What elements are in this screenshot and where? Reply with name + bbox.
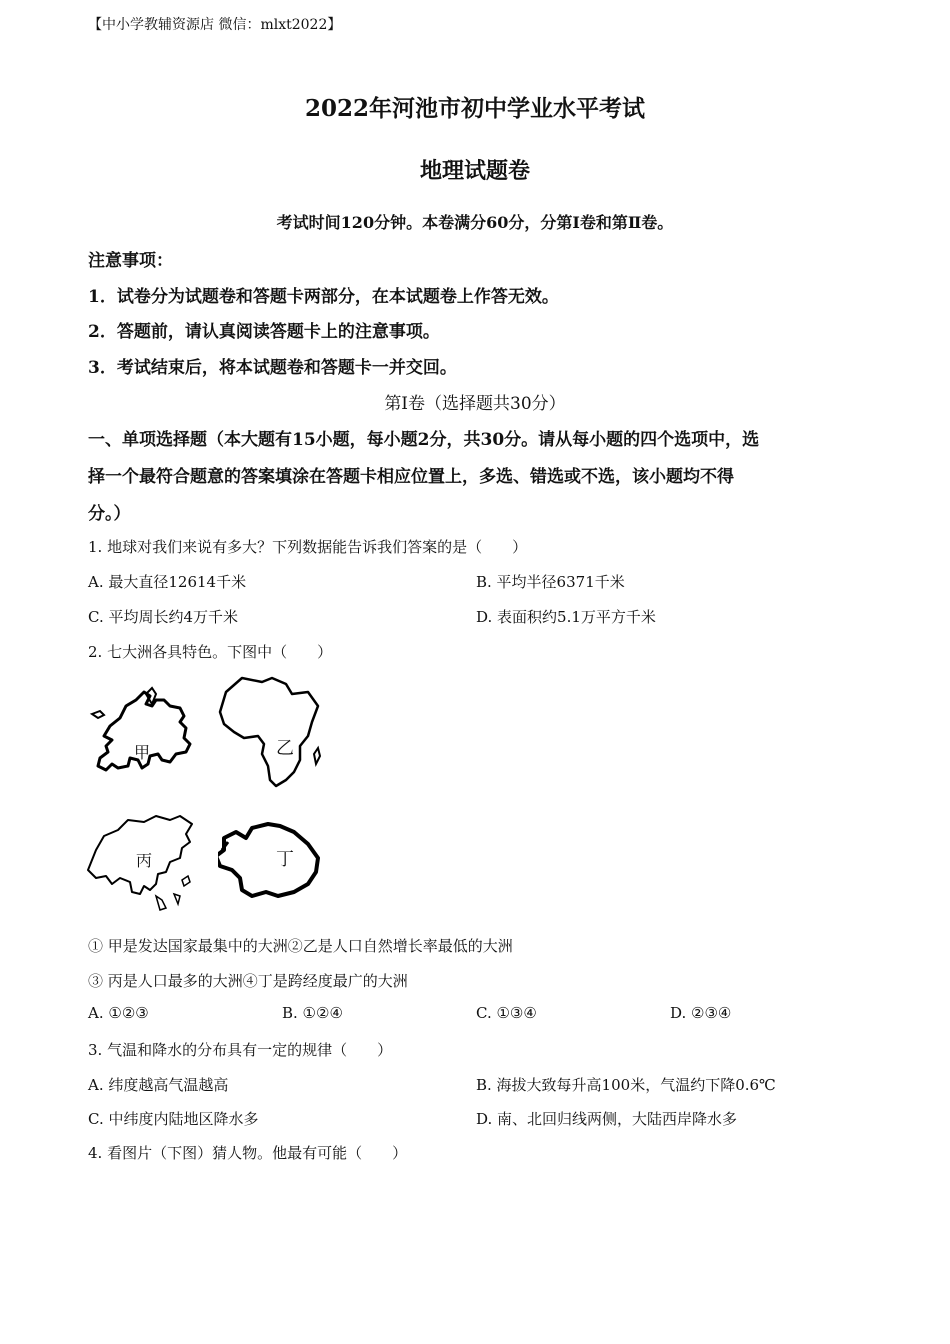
q2-statement: ① 甲是发达国家最集中的大洲②乙是人口自然增长率最低的大洲 [88, 937, 513, 955]
q2-option-a: A. ①②③ [88, 1004, 149, 1022]
continent-maps [86, 670, 336, 915]
header-note: 【中小学教辅资源店 微信：mlxt2022】 [88, 17, 342, 33]
paper-subtitle: 地理试题卷 [419, 158, 530, 184]
q1-option-a: A. 最大直径12614千米 [88, 573, 247, 591]
instruction-line: 分。） [88, 504, 131, 524]
map-label-yi: 乙 [276, 738, 294, 759]
q2-option-c: C. ①③④ [476, 1004, 537, 1022]
africa-map [214, 672, 329, 794]
europe-map [86, 684, 196, 784]
instruction-line: 一、单项选择题（本大题有15小题，每小题2分，共30分。请从每小题的四个选项中，选 [88, 430, 760, 450]
q2-option-d: D. ②③④ [670, 1004, 732, 1022]
notice-heading: 注意事项： [88, 251, 173, 271]
notice-item: 2．答题前，请认真阅读答题卡上的注意事项。 [88, 322, 440, 342]
notice-item: 1．试卷分为试题卷和答题卡两部分，在本试题卷上作答无效。 [88, 287, 559, 307]
q2-statement: ③ 丙是人口最多的大洲④丁是跨经度最广的大洲 [88, 972, 408, 990]
q3-option-b: B. 海拔大致每升高100米，气温约下降0.6℃ [476, 1076, 776, 1094]
q3-option-c: C. 中纬度内陆地区降水多 [88, 1110, 259, 1128]
map-label-bing: 丙 [136, 851, 153, 870]
q1-option-b: B. 平均半径6371千米 [476, 573, 625, 591]
section-title: 第Ⅰ卷（选择题共30分） [384, 394, 566, 414]
q1-stem: 1. 地球对我们来说有多大？下列数据能告诉我们答案的是（ ） [88, 538, 528, 556]
q2-option-b: B. ①②④ [282, 1004, 343, 1022]
q3-option-a: A. 纬度越高气温越高 [88, 1076, 229, 1094]
exam-info: 考试时间120分钟。本卷满分60分，分第Ⅰ卷和第Ⅱ卷。 [276, 213, 674, 232]
q1-option-d: D. 表面积约5.1万平方千米 [476, 608, 656, 626]
notice-item: 3．考试结束后，将本试题卷和答题卡一并交回。 [88, 358, 457, 378]
q1-option-c: C. 平均周长约4万千米 [88, 608, 239, 626]
exam-title: 2022年河池市初中学业水平考试 [304, 95, 645, 122]
instruction-line: 择一个最符合题意的答案填涂在答题卡相应位置上，多选、错选或不选，该小题均不得 [88, 467, 734, 487]
map-label-ding: 丁 [276, 849, 294, 870]
q3-option-d: D. 南、北回归线两侧，大陆西岸降水多 [476, 1110, 738, 1128]
q3-stem: 3. 气温和降水的分布具有一定的规律（ ） [88, 1041, 393, 1059]
q2-stem: 2. 七大洲各具特色。下图中（ ） [88, 643, 333, 661]
q4-stem: 4. 看图片（下图）猜人物。他最有可能（ ） [88, 1144, 408, 1162]
map-label-jia: 甲 [134, 743, 151, 762]
